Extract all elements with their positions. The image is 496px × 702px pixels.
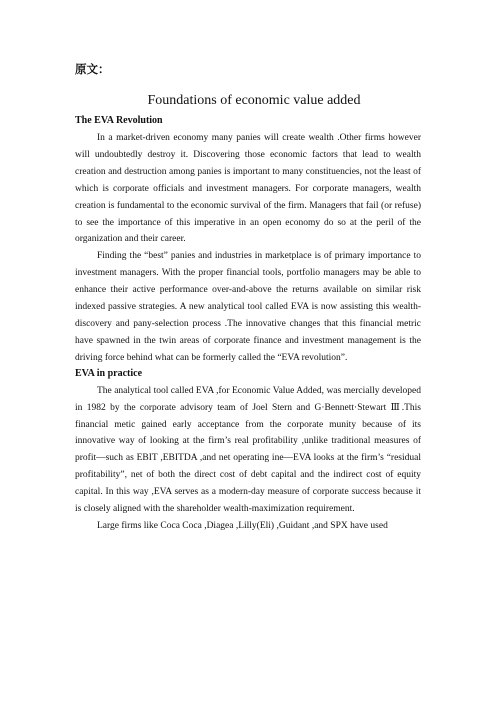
paragraph: The analytical tool called EVA ,for Economic Value Added, was mercially developed in 1982 by the corporate advisory team of Joel Stern and G·Bennett·Stewart Ⅲ.This financial metic gained early acceptance from the corporate munity because of its innovative way of looking at the firm’s real profitability ,unlike traditional measures of profit—such as EBIT ,EBITDA ,and net operating ine—EVA looks at the firm’s “residual profitability”, net of both the direct cost of debt capital and the indirect cost of equity capital. In this way ,EVA serves as a modern-day measure of corporate success because it is closely aligned with the shareholder wealth-maximization requirement. bbox=[75, 385, 421, 515]
section-heading-eva-revolution: The EVA Revolution bbox=[75, 115, 163, 126]
document-title: Foundations of economic value added bbox=[147, 93, 361, 108]
original-text-label: 原文： bbox=[75, 64, 110, 76]
paragraph: In a market-driven economy many panies will create wealth .Other firms however will undoubtedly destroy it. Discovering those economic factors that lead to wealth creation and destruction among panies is important to many constituencies, not the least of which is corporate officials and investment managers. For corporate managers, wealth creation is fundamental to the economic survival of the firm. Managers that fail (or refuse) to see the importance of this imperative in an open economy do so at the peril of the organization and their career. bbox=[75, 133, 421, 245]
section-heading-eva-in-practice: EVA in practice bbox=[75, 367, 143, 379]
paragraph: Finding the “best” panies and industries in marketplace is of primary importance to investment managers. With the proper financial tools, portfolio managers may be able to enhance their active performance over-and-above the returns available on similar risk indexed passive strategies. A new analytical tool called EVA is now assisting this wealth-discovery and pany-selection process .The innovative changes that this financial metric have spawned in the twin areas of corporate finance and investment management is the driving force behind what can be formerly called the “EVA revolution”. bbox=[75, 251, 421, 363]
paragraph: Large firms like Coca Coca ,Diagea ,Lilly(Eli) ,Guidant ,and SPX have used bbox=[97, 520, 388, 531]
document-page bbox=[75, 62, 421, 535]
